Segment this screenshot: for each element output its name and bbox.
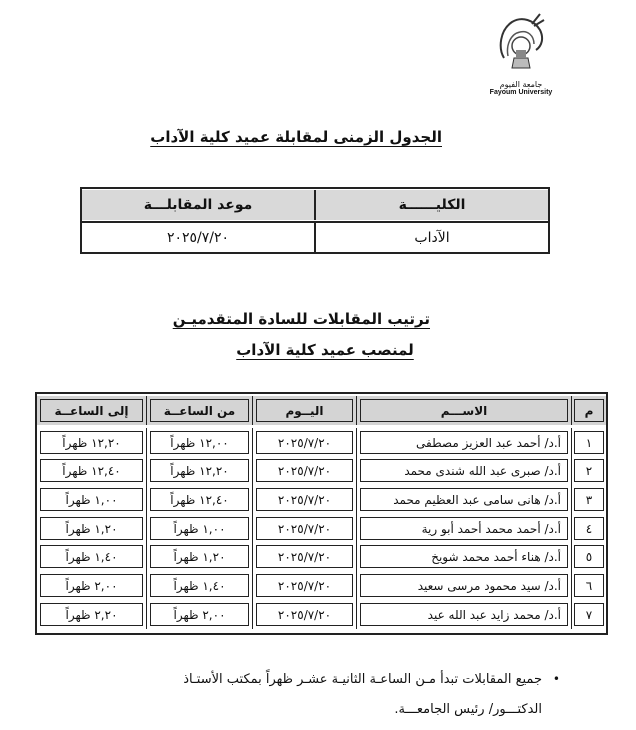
cell-index [571,428,606,457]
ranking-title: ترتيب المقابلات للسادة المتقدميـن [172,310,430,328]
cell-index-text: ٤ [574,517,604,540]
cell-day-text: ٢٠٢٥/٧/٢٠ [256,545,353,568]
cell-name [356,456,571,485]
table-row [37,428,606,457]
table-row [37,485,606,514]
cell-day-text: ٢٠٢٥/٧/٢٠ [256,459,353,482]
header-to-time-text: إلى الساعــة [40,399,143,422]
cell-from-time [146,428,252,457]
cell-from-time [146,571,252,600]
logo-emblem-icon [494,10,548,80]
header-day-text: اليــوم [256,399,353,422]
cell-name [356,514,571,543]
cell-index [571,456,606,485]
table-row [82,221,548,253]
cell-from-time-text: ١,٢٠ ظهراً [150,545,249,568]
cell-index-text: ٧ [574,603,604,626]
bullet-icon: • [552,672,560,686]
cell-name-text: أ.د/ أحمد عبد العزيز مصطفى [360,431,568,454]
table-header-row [82,190,548,220]
cell-name [356,542,571,571]
interview-date-table [80,187,550,254]
cell-to-time-text: ١,٤٠ ظهراً [40,545,143,568]
cell-name [356,428,571,457]
header-name-text: الاســـم [360,399,568,422]
table-row [37,514,606,543]
table-row [37,571,606,600]
cell-name-text: أ.د/ أحمد محمد أحمد أبو رية [360,517,568,540]
table-row [37,542,606,571]
cell-index-text: ١ [574,431,604,454]
cell-day-text: ٢٠٢٥/٧/٢٠ [256,517,353,540]
applicants-table [35,392,608,635]
cell-index-text: ٢ [574,459,604,482]
header-to-time [37,396,146,425]
cell-index-text: ٥ [574,545,604,568]
logo-english-text: Fayoum University [489,89,553,96]
cell-from-time-text: ١٢,٢٠ ظهراً [150,459,249,482]
cell-from-time [146,456,252,485]
cell-from-time [146,542,252,571]
header-interview-date: موعد المقابلـــة [82,190,316,220]
cell-index [571,514,606,543]
cell-to-time-text: ١,٢٠ ظهراً [40,517,143,540]
cell-from-time [146,514,252,543]
cell-day [252,456,356,485]
cell-day [252,485,356,514]
cell-day-text: ٢٠٢٥/٧/٢٠ [256,603,353,626]
cell-day-text: ٢٠٢٥/٧/٢٠ [256,431,353,454]
cell-name [356,600,571,629]
cell-day-text: ٢٠٢٥/٧/٢٠ [256,488,353,511]
logo-arabic-text: جامعة الفيوم [499,80,543,89]
cell-to-time-text: ١٢,٢٠ ظهراً [40,431,143,454]
cell-name-text: أ.د/ محمد زايد عبد الله عيد [360,603,568,626]
schedule-title: الجدول الزمنى لمقابلة عميد كلية الآداب [150,128,442,146]
cell-to-time [37,514,146,543]
note-line-1: جميع المقابلات تبدأ مـن الساعـة الثانيـة عشـر ظهراً بمكتب الأستـاذ [183,672,542,687]
cell-to-time [37,485,146,514]
header-index [571,396,606,425]
cell-day [252,600,356,629]
header-from-time-text: من الساعــة [150,399,249,422]
table-row [37,456,606,485]
cell-to-time [37,456,146,485]
header-from-time [146,396,252,425]
cell-name-text: أ.د/ هناء أحمد محمد شويخ [360,545,568,568]
cell-from-time-text: ١٢,٤٠ ظهراً [150,488,249,511]
cell-from-time [146,485,252,514]
cell-from-time-text: ١,٤٠ ظهراً [150,574,249,597]
cell-to-time-text: ٢,٢٠ ظهراً [40,603,143,626]
cell-name-text: أ.د/ هانى سامى عبد العظيم محمد [360,488,568,511]
cell-name [356,485,571,514]
header-faculty: الكليــــــة [316,190,548,220]
date-value: ٢٠٢٥/٧/٢٠ [82,223,316,253]
cell-from-time [146,600,252,629]
cell-index-text: ٦ [574,574,604,597]
cell-day [252,428,356,457]
cell-to-time-text: ٢,٠٠ ظهراً [40,574,143,597]
ranking-subtitle: لمنصب عميد كلية الآداب [236,341,414,359]
cell-to-time [37,428,146,457]
cell-index-text: ٣ [574,488,604,511]
header-day [252,396,356,425]
table-header-row [37,396,606,425]
cell-to-time [37,542,146,571]
header-name [356,396,571,425]
cell-day [252,514,356,543]
cell-from-time-text: ٢,٠٠ ظهراً [150,603,249,626]
cell-name [356,571,571,600]
cell-day-text: ٢٠٢٥/٧/٢٠ [256,574,353,597]
cell-from-time-text: ١,٠٠ ظهراً [150,517,249,540]
cell-day [252,542,356,571]
university-logo [488,10,554,105]
cell-to-time [37,571,146,600]
cell-to-time-text: ١٢,٤٠ ظهراً [40,459,143,482]
table-row [37,600,606,629]
cell-name-text: أ.د/ سيد محمود مرسى سعيد [360,574,568,597]
cell-index [571,600,606,629]
cell-index [571,542,606,571]
cell-to-time [37,600,146,629]
note-line-2: الدكتـــور/ رئيس الجامعـــة. [394,702,542,717]
note-paragraph [60,664,560,725]
cell-day [252,571,356,600]
cell-index [571,485,606,514]
cell-to-time-text: ١,٠٠ ظهراً [40,488,143,511]
cell-name-text: أ.د/ صبرى عبد الله شندى محمد [360,459,568,482]
cell-from-time-text: ١٢,٠٠ ظهراً [150,431,249,454]
header-index-text: م [574,399,604,422]
cell-index [571,571,606,600]
faculty-value: الآداب [414,230,450,246]
